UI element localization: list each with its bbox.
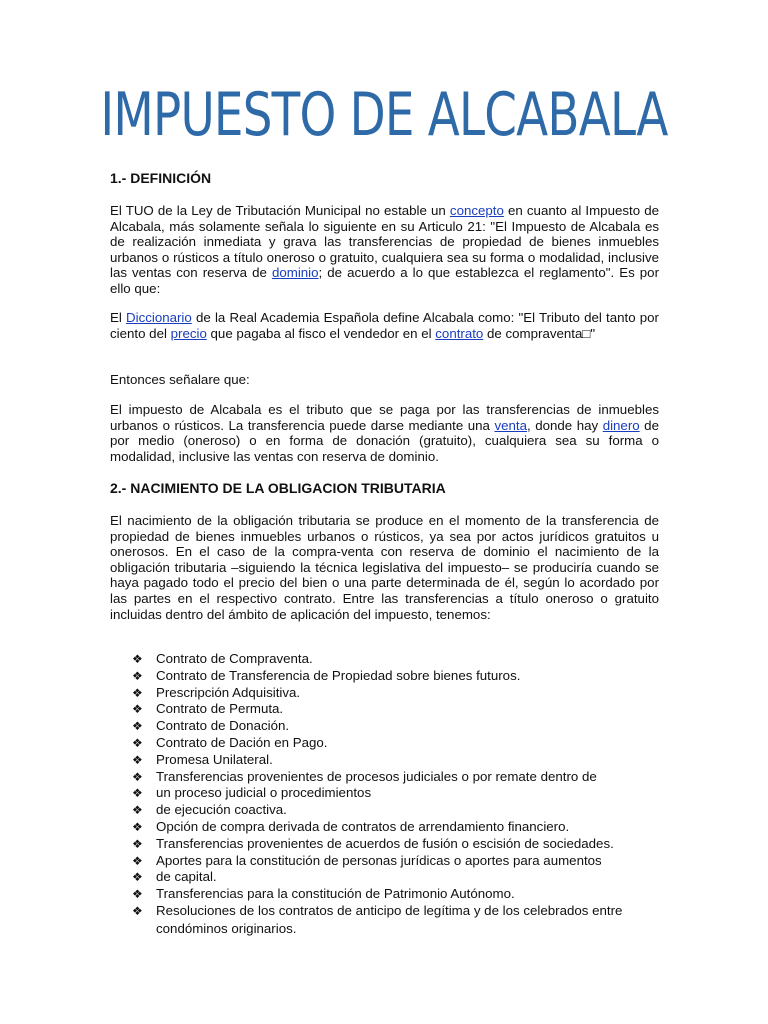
list-item	[132, 802, 672, 819]
diamond-bullet-icon: ❖	[132, 769, 143, 784]
list-item-text: Resoluciones de los contratos de anticipo de legítima y de los celebrados entre	[156, 902, 623, 918]
diamond-bullet-icon: ❖	[132, 752, 143, 767]
list-item-text: Contrato de Donación.	[156, 718, 290, 734]
diamond-bullet-icon: ❖	[132, 887, 143, 902]
paragraph-text: El	[110, 310, 127, 325]
diamond-bullet-icon: ❖	[132, 836, 143, 851]
paragraph-diccionario	[110, 310, 659, 341]
list-item	[132, 752, 672, 769]
list-item	[132, 701, 672, 718]
paragraph-nacimiento: El nacimiento de la obligación tributaria se produce en el momento de la transferencia de propiedad de bienes inmuebles urbanos o rústicos, ya sea por actos jurídicos gratuitos u onerosos. En el caso de la compra-venta con reserva de dominio el nacimiento de la obligación tributaria –siguiendo la técnica legislativa del impuesto– se produciría cuando se haya pagado todo el precio del bien o una parte determinada de él, según lo acordado por las partes en el respectivo contrato. Entre las transferencias a título oneroso o gratuito incluidas dentro del ámbito de aplicación del impuesto, tenemos:	[110, 513, 659, 622]
paragraph-text: El TUO de la Ley de Tributación Municipal no estable un	[110, 203, 450, 218]
link-dinero[interactable]: dinero	[602, 417, 640, 433]
paragraph-entonces: Entonces señalare que:	[110, 372, 250, 387]
list-item-text: de ejecución coactiva.	[156, 802, 287, 818]
link-contrato[interactable]: contrato	[435, 325, 484, 341]
link-dominio[interactable]: dominio	[271, 265, 319, 281]
list-item	[132, 769, 672, 786]
list-item	[132, 785, 672, 802]
list-item-text: condóminos originarios.	[156, 920, 297, 936]
list-item	[132, 902, 672, 936]
list-item	[132, 853, 672, 870]
paragraph-text: de la Real Academia Española define Alcabala como: "El Tributo del tanto por ciento del	[110, 310, 659, 341]
list-item-text: Prescripción Adquisitiva.	[156, 684, 301, 700]
list-item-text: Contrato de Compraventa.	[156, 651, 313, 666]
diamond-bullet-icon: ❖	[132, 786, 143, 801]
diamond-bullet-icon: ❖	[132, 735, 143, 750]
diamond-bullet-icon: ❖	[132, 652, 143, 666]
list-item	[132, 886, 672, 903]
paragraph-text: de por medio (oneroso) o en forma de donación (gratuito), cualquiera sea su forma o modalidad, inclusive las ventas con reserva de dominio.	[110, 417, 659, 464]
list-item	[132, 735, 672, 752]
section-heading-definicion: 1.- DEFINICIÓN	[110, 170, 212, 186]
diamond-bullet-icon: ❖	[132, 702, 143, 717]
list-item-text: Transferencias provenientes de acuerdos de fusión o escisión de sociedades.	[156, 835, 614, 851]
paragraph-text: ; de acuerdo a lo que establezca el reglamento". Es por ello que:	[110, 265, 659, 296]
list-item-text: Transferencias provenientes de procesos judiciales o por remate dentro de	[156, 768, 597, 784]
list-item-text: Aportes para la constitución de personas jurídicas o aportes para aumentos	[156, 852, 602, 868]
list-item-text: Contrato de Transferencia de Propiedad sobre bienes futuros.	[156, 667, 521, 683]
list-item	[132, 651, 672, 668]
document-title: IMPUESTO DE ALCABALA	[100, 80, 668, 150]
list-item-text: Contrato de Permuta.	[156, 701, 284, 717]
section-heading-nacimiento: 2.- NACIMIENTO DE LA OBLIGACION TRIBUTARIA	[110, 480, 446, 496]
link-precio[interactable]: precio	[170, 325, 207, 341]
diamond-bullet-icon: ❖	[132, 870, 143, 885]
diamond-bullet-icon: ❖	[132, 903, 143, 918]
list-item-text: Promesa Unilateral.	[156, 751, 273, 767]
list-item-text: Transferencias para la constitución de Patrimonio Autónomo.	[156, 886, 515, 902]
diamond-bullet-icon: ❖	[132, 803, 143, 818]
list-item-text: Contrato de Dación en Pago.	[156, 734, 328, 750]
list-item	[132, 718, 672, 735]
list-item	[132, 685, 672, 702]
link-diccionario[interactable]: Diccionario	[126, 310, 192, 325]
paragraph-text: de compraventa□"	[483, 325, 596, 341]
diamond-bullet-icon: ❖	[132, 819, 143, 834]
list-item	[132, 836, 672, 853]
list-item	[132, 869, 672, 886]
list-item-text: un proceso judicial o procedimientos	[156, 785, 372, 801]
paragraph-tuo	[110, 203, 659, 297]
paragraph-text: que pagaba al fisco el vendedor en el	[206, 325, 436, 341]
paragraph-impuesto	[110, 402, 659, 464]
list-item-text: Opción de compra derivada de contratos de arrendamiento financiero.	[156, 818, 570, 834]
diamond-bullet-icon: ❖	[132, 719, 143, 734]
diamond-bullet-icon: ❖	[132, 685, 143, 700]
list-item	[132, 819, 672, 836]
list-item-text: de capital.	[156, 869, 217, 885]
paragraph-text: en cuanto al Impuesto de Alcabala, más solamente señala lo siguiente en su Articulo 21: "El Impuesto de Alcabala es de realización inmediata y grava las transferencias de propiedad de bienes inmuebles urbanos o rústicos a título oneroso o gratuito, cualquiera sea su forma o modalidad, inclusive las ventas con reserva de	[110, 203, 659, 281]
paragraph-text: El impuesto de Alcabala es el tributo que se paga por las transferencias de inmuebles urbanos o rústicos. La transferencia puede darse mediante una	[110, 402, 659, 433]
diamond-bullet-icon: ❖	[132, 853, 143, 868]
transfer-list	[132, 651, 672, 936]
paragraph-text: , donde hay	[527, 417, 603, 433]
list-item	[132, 668, 672, 685]
diamond-bullet-icon: ❖	[132, 668, 143, 683]
link-venta[interactable]: venta	[494, 417, 527, 433]
link-concepto[interactable]: concepto	[449, 203, 504, 218]
